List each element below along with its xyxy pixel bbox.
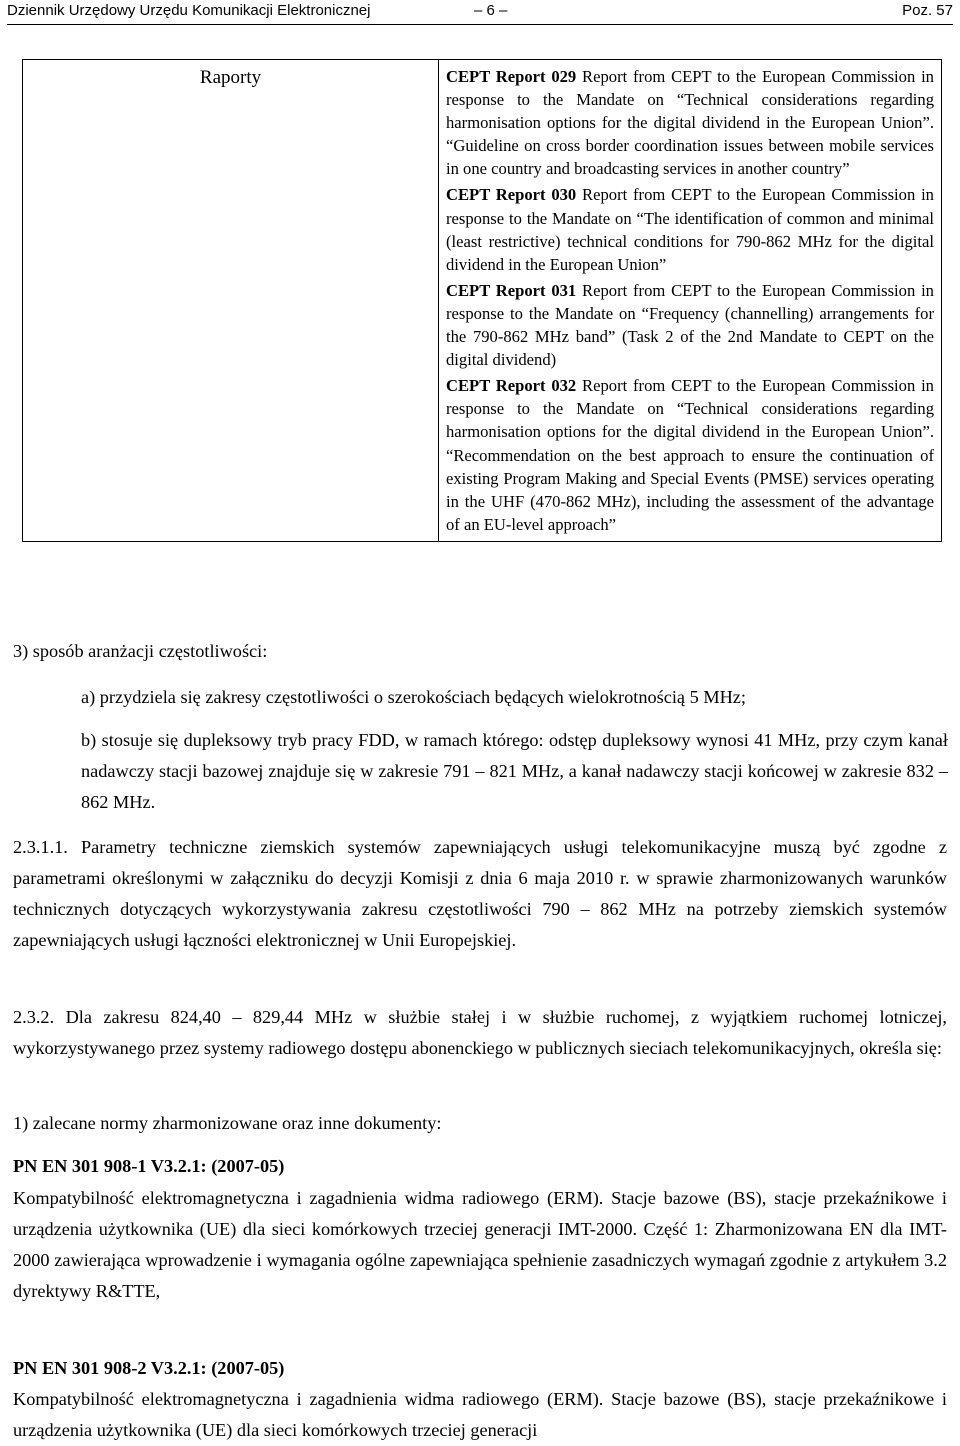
report-text: Report from CEPT to the European Commission in response to the Mandate on “The identification of common and minimal (least restrictive) technical conditions for 790-862 MHz for the digital dividend in the European Union”	[446, 185, 934, 274]
journal-title: Dziennik Urzędowy Urzędu Komunikacji Elektronicznej	[7, 2, 371, 19]
report-id: CEPT Report 032	[446, 376, 577, 396]
reports-label: Raporty	[199, 67, 262, 88]
standard-1-text: Kompatybilność elektromagnetyczna i zagadnienia widma radiowego (ERM). Stacje bazowe (BS), stacje przekaźnikowe i urządzenia użytkownika (UE) dla sieci komórkowych trzeciej generacji IMT-2000. Część 1: Zharmonizowana EN dla IMT-2000 zawierająca wprowadzenie i wymagania ogólne zapewniająca spełnienie zasadniczych wymagań zgodnie z artykułem 3.2 dyrektywy R&TTE,	[13, 1188, 947, 1301]
report-id: CEPT Report 030	[446, 185, 577, 205]
report-text: Report from CEPT to the European Commission in response to the Mandate on “Frequency (channelling) arrangements for the 790-862 MHz band” (Task 2 of the 2nd Mandate to CEPT on the digital dividend)	[446, 280, 934, 370]
standard-2-title: PN EN 301 908-2 V3.2.1: (2007-05)	[13, 1358, 285, 1378]
item-a: a) przydziela się zakresy częstotliwości o szerokościach będących wielokrotnością 5 MHz;	[81, 687, 746, 707]
position-number: Poz. 57	[902, 2, 953, 19]
item-1-heading: 1) zalecane normy zharmonizowane oraz inne dokumenty:	[13, 1113, 442, 1133]
report-item	[446, 279, 934, 371]
item-3-heading: 3) sposób aranżacji częstotliwości:	[13, 641, 268, 661]
page-header	[7, 2, 953, 25]
report-text: Report from CEPT to the European Commission in response to the Mandate on “Technical considerations regarding harmonisation options for the digital dividend in the European Union”. “Recommendation on the best approach to ensure the continuation of existing Program Making and Special Events (PMSE) services operating in the UHF (470-862 MHz), including the assessment of the advantage of an EU-level approach”	[446, 376, 934, 534]
section-2-3-2: 2.3.2. Dla zakresu 824,40 – 829,44 MHz w służbie stałej i w służbie ruchomej, z wyjątkiem ruchomej lotniczej, wykorzystywanego przez systemy radiowego dostępu abonenckiego w publicznych sieciach telekomunikacyjnych, określa się:	[13, 1007, 947, 1058]
reports-label-cell	[23, 60, 439, 542]
standard-2-text: Kompatybilność elektromagnetyczna i zagadnienia widma radiowego (ERM). Stacje bazowe (BS), stacje przekaźnikowe i urządzenia użytkownika (UE) dla sieci komórkowych trzeciej generacji	[13, 1389, 947, 1440]
report-item	[446, 183, 934, 275]
report-item	[446, 65, 934, 180]
page-number: – 6 –	[474, 2, 508, 19]
report-id: CEPT Report 029	[446, 67, 577, 86]
section-2-3-1-1: 2.3.1.1. Parametry techniczne ziemskich systemów zapewniających usługi telekomunikacyjne muszą być zgodne z parametrami określonymi w załączniku do decyzji Komisji z dnia 6 maja 2010 r. w sprawie zharmonizowanych warunków technicznych dotyczących wykorzystywania zakresu częstotliwości 790 – 862 MHz na potrzeby ziemskich systemów zapewniających usługi łączności elektronicznej w Unii Europejskiej.	[13, 837, 947, 950]
report-id: CEPT Report 031	[446, 280, 577, 300]
standard-1-title: PN EN 301 908-1 V3.2.1: (2007-05)	[13, 1156, 285, 1176]
item-b: b) stosuje się dupleksowy tryb pracy FDD, w ramach którego: odstęp dupleksowy wynosi 41 MHz, przy czym kanał nadawczy stacji bazowej znajduje się w zakresie 791 – 821 MHz, a kanał nadawczy stacji końcowej w zakresie 832 – 862 MHz.	[81, 730, 948, 812]
report-text: Report from CEPT to the European Commission in response to the Mandate on “Technical considerations regarding harmonisation options for the digital dividend in the European Union”. “Guideline on cross border coordination issues between mobile services in one country and broadcasting services in another country”	[446, 67, 934, 179]
reports-content-cell	[439, 60, 942, 542]
report-item	[446, 374, 934, 536]
reports-table	[22, 59, 942, 542]
